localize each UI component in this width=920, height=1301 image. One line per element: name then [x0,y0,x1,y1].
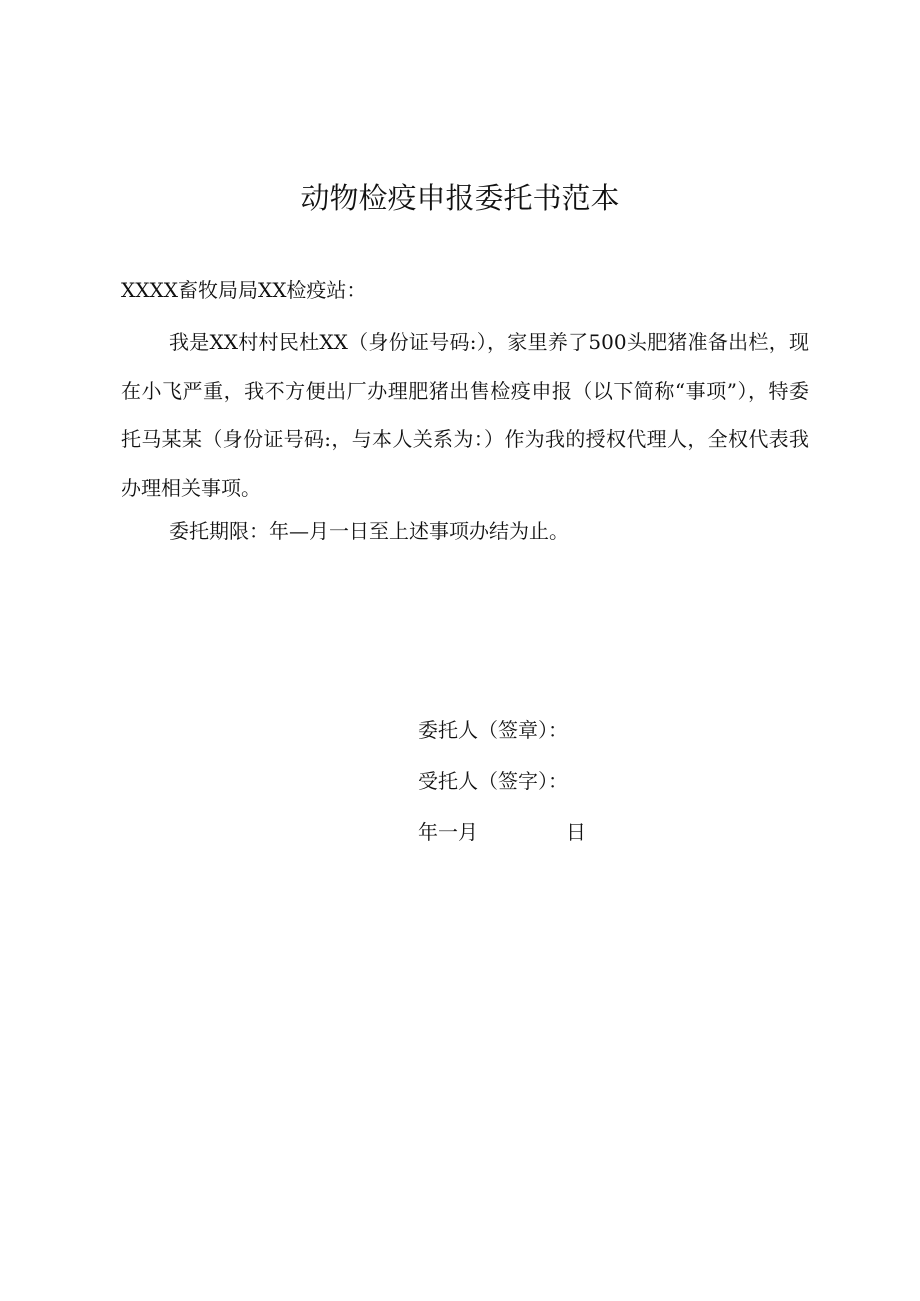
principal-signature-line: 委托人（签章）： [418,718,568,742]
document-title: 动物检疫申报委托书范本 [300,181,620,215]
body-paragraph: 我是XX村村民杜XX（身份证号码:），家里养了500头肥猪准备出栏，现在小飞严重，我不方便出厂办理肥猪出售检疫申报（以下简称“事项”），特委托马某某（身份证号码:，与本人关系为：）作为我的授权代理人，全权代表我办理相关事项。 [121,330,809,500]
date-line [418,814,818,854]
signature-block [418,712,818,854]
date-day: 日 [566,820,586,844]
addressee-line: XXXX畜牧局局XX检疫站： [121,278,367,302]
agent-signature-line: 受托人（签字）： [418,769,568,793]
term-paragraph: 委托期限：年—月一日至上述事项办结为止。 [169,519,569,543]
date-year-month: 年一月 [418,820,478,844]
